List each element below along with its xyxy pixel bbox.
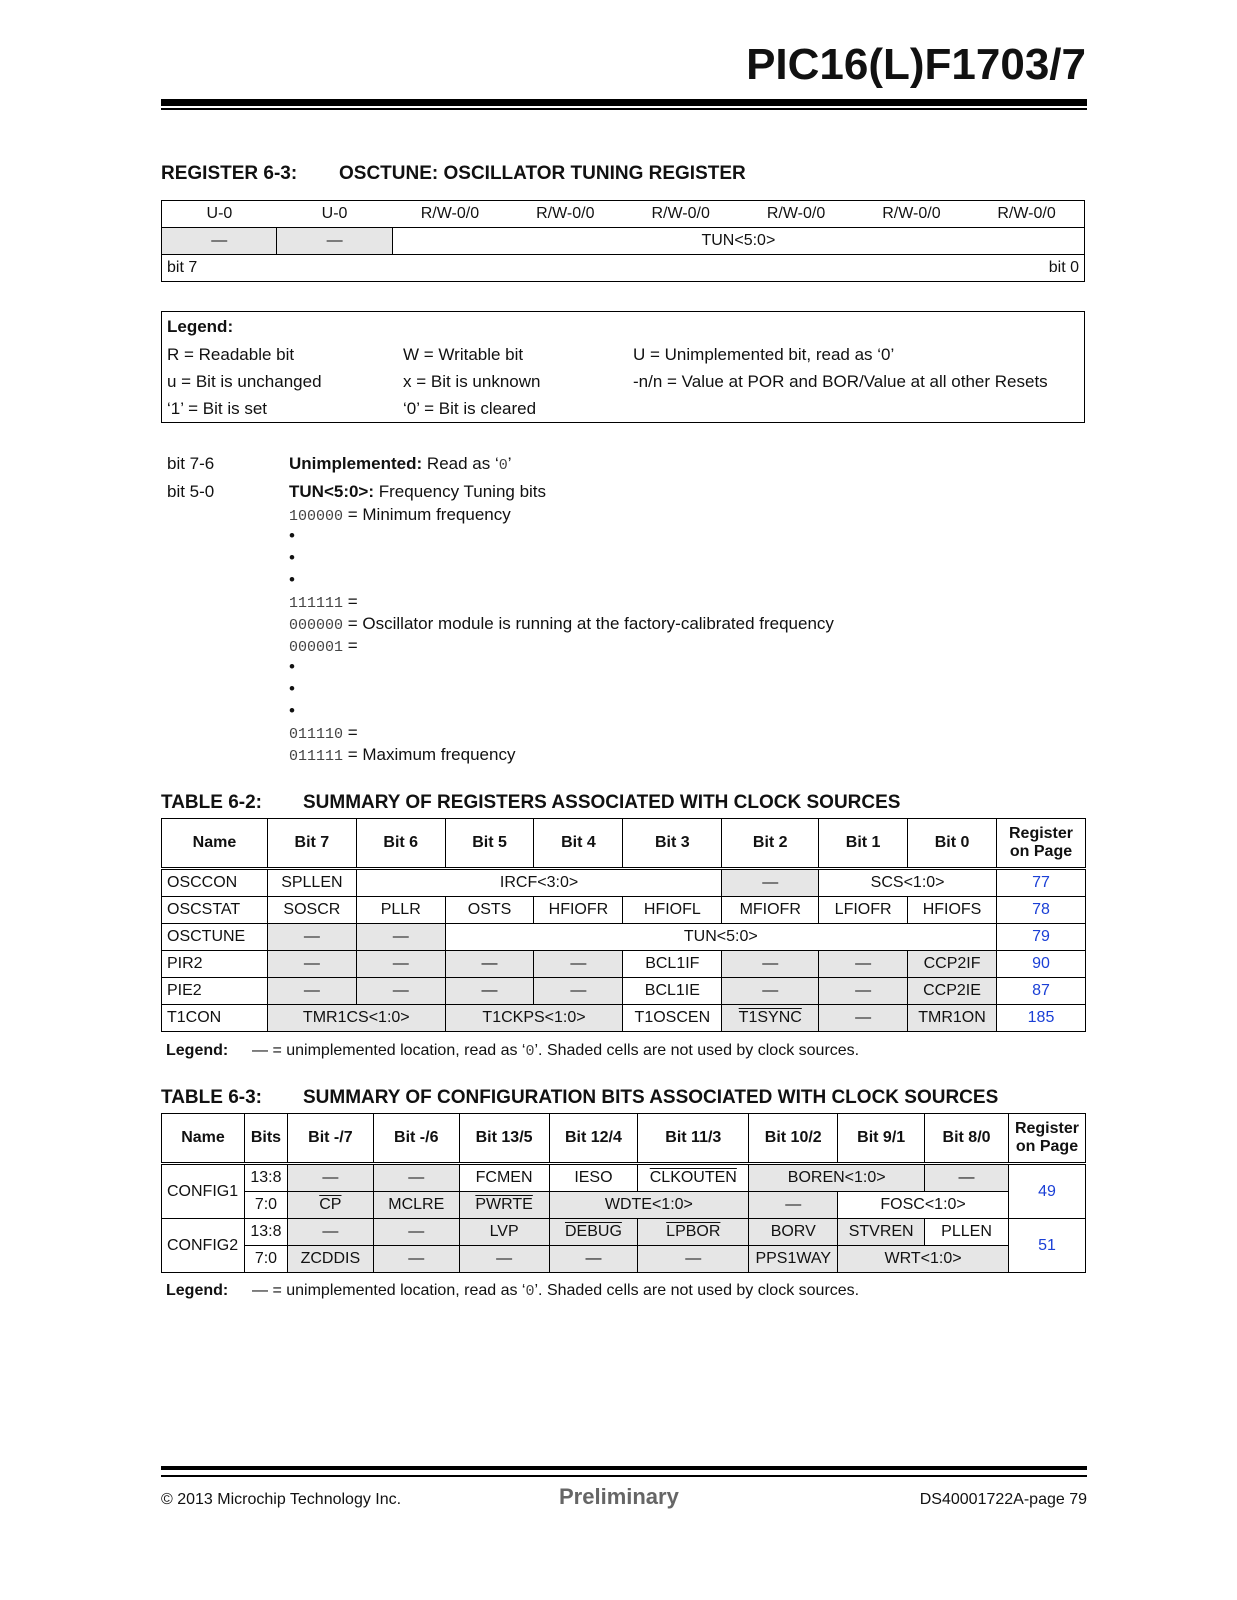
register-name: OSCSTAT [162,897,268,924]
table-row [162,1192,1086,1219]
cell: SPLLEN [267,869,356,897]
bit76-text: Read as ‘ [426,454,499,473]
bit76-desc [289,454,512,474]
cell: BORV [749,1219,838,1246]
bits-cell: 7:0 [244,1192,287,1219]
cell: — [722,869,819,897]
cell: — [819,978,908,1005]
legend-title: Legend: [167,317,234,336]
cell: — [356,951,445,978]
cell: WDTE<1:0> [549,1192,749,1219]
cell: — [459,1246,549,1273]
cell: CCP2IE [908,978,997,1005]
access-cell: R/W-0/0 [623,201,738,228]
cell: TMR1ON [908,1005,997,1032]
legend-box [161,311,1085,423]
cell: — [749,1192,838,1219]
cell: HFIOFR [534,897,623,924]
table62-heading [161,792,900,814]
bits-cell: 13:8 [244,1164,287,1192]
footer-rule-thick [161,1466,1087,1470]
col-header: Name [162,1114,245,1164]
col-header: Bit 1 [819,819,908,869]
page-link[interactable]: 90 [997,951,1086,978]
t1sync-label: T1SYNC [738,1009,802,1026]
table62-title: SUMMARY OF REGISTERS ASSOCIATED WITH CLOCK SOURCES [303,792,901,813]
cell: — [373,1246,459,1273]
cell: BCL1IE [623,978,722,1005]
page-link[interactable]: 51 [1008,1219,1085,1273]
bit50-text: Frequency Tuning bits [378,482,547,501]
table62 [161,818,1086,1032]
cell: — [819,1005,908,1032]
cell: HFIOFS [908,897,997,924]
cell: MFIOFR [722,897,819,924]
tun-code: 000001 [289,639,344,656]
cell [722,1005,819,1032]
tun-text: = Minimum frequency [347,505,511,524]
bullet: • [289,701,295,720]
legend-w: W = Writable bit [403,345,524,364]
register-name: OSCTUNE [162,924,268,951]
tun-text: = [347,592,358,611]
cell [638,1219,749,1246]
header-rule-thin [161,108,1087,110]
lpbor-label: LPBOR [666,1223,721,1240]
page-link[interactable]: 78 [997,897,1086,924]
cell: T1OSCEN [623,1005,722,1032]
cell: TMR1CS<1:0> [267,1005,445,1032]
register-name: CONFIG2 [162,1219,245,1273]
col-header: Bit 11/3 [638,1114,749,1164]
tun-text: = Maximum frequency [347,745,516,764]
cell: FCMEN [459,1164,549,1192]
table62-header-row [162,819,1086,869]
header-rule-thick [161,99,1087,106]
legend-zero: 0 [525,1283,535,1300]
cell: WRT<1:0> [838,1246,1009,1273]
table-row [162,869,1086,897]
col-header: Bit 4 [534,819,623,869]
legend-one: ‘1’ = Bit is set [167,399,267,418]
tun-value-row [289,723,358,743]
legend-nn: -n/n = Value at POR and BOR/Value at all other Resets [633,372,1048,391]
field-cell: — [162,228,277,255]
cell: — [925,1164,1009,1192]
footer-status: Preliminary [559,1484,679,1509]
table-row [162,978,1086,1005]
cell: IESO [549,1164,638,1192]
cell: — [373,1164,459,1192]
cell: HFIOFL [623,897,722,924]
bit-range-row [162,255,1085,282]
cell: LFIOFR [819,897,908,924]
cell: — [445,978,534,1005]
cell: — [267,924,356,951]
bullet: • [289,526,295,545]
tun-value-row [289,614,834,634]
table-row [162,1219,1086,1246]
col-header: Name [162,819,268,869]
bit76-end: ’ [507,454,512,473]
cell: — [445,951,534,978]
col-header: Bit 7 [267,819,356,869]
field-row [162,228,1085,255]
col-header: Bit 8/0 [925,1114,1009,1164]
footer-rule-thin [161,1475,1087,1477]
cell: TUN<5:0> [445,924,996,951]
cell: IRCF<3:0> [356,869,721,897]
legend-zero: 0 [525,1043,535,1060]
cell: SCS<1:0> [819,869,997,897]
col-header: Bit 12/4 [549,1114,638,1164]
cell: — [287,1219,373,1246]
legend-label: Legend: [166,1282,229,1299]
page-link[interactable]: 185 [997,1005,1086,1032]
cell [549,1219,638,1246]
footer-doc-number: DS40001722A-page 79 [919,1491,1087,1508]
bit50-desc [289,482,546,502]
tun-value-row [289,592,358,612]
register-name: CONFIG1 [162,1164,245,1219]
table-row [162,897,1086,924]
access-cell: R/W-0/0 [392,201,507,228]
col-header: Bit 3 [623,819,722,869]
tun-value-row [289,636,358,656]
tun-code: 011111 [289,748,344,765]
cell: — [534,978,623,1005]
bits-cell: 13:8 [244,1219,287,1246]
access-cell: U-0 [277,201,392,228]
cell: BOREN<1:0> [749,1164,925,1192]
access-cell: R/W-0/0 [738,201,853,228]
table63-heading [161,1087,998,1109]
bit-low-label: bit 0 [623,255,1085,282]
legend-text: — = unimplemented location, read as ‘ [252,1042,526,1059]
cell: T1CKPS<1:0> [445,1005,623,1032]
cell: SOSCR [267,897,356,924]
cell: STVREN [838,1219,925,1246]
page-link[interactable]: 49 [1008,1164,1085,1219]
legend-zero: ‘0’ = Bit is cleared [403,399,537,418]
col-header: Bit 6 [356,819,445,869]
cell: LVP [459,1219,549,1246]
cell: — [819,951,908,978]
access-row [162,201,1085,228]
col-header: Bit 13/5 [459,1114,549,1164]
table63-label: TABLE 6-3: [161,1087,262,1108]
tun-code: 100000 [289,508,344,525]
cell: — [534,951,623,978]
col-header: Bits [244,1114,287,1164]
cell [287,1192,373,1219]
col-header: Bit 2 [722,819,819,869]
bit76-zero: 0 [498,457,508,474]
cell: — [722,978,819,1005]
cell: — [287,1164,373,1192]
cell: — [356,924,445,951]
field-cell-tun: TUN<5:0> [392,228,1084,255]
table62-legend [166,1042,859,1060]
table-row [162,1164,1086,1192]
table63 [161,1113,1086,1273]
cell [638,1164,749,1192]
tun-code: 000000 [289,617,344,634]
clkouten-label: CLKOUTEN [649,1169,737,1186]
tun-code: 011110 [289,726,344,743]
col-header: Bit 0 [908,819,997,869]
tun-text: = Oscillator module is running at the factory-calibrated frequency [347,614,834,633]
tun-code: 111111 [289,595,344,612]
access-cell: U-0 [162,201,277,228]
cell: — [267,978,356,1005]
bullet: • [289,570,295,589]
tun-value-row [289,745,515,765]
legend-text: — = unimplemented location, read as ‘ [252,1282,526,1299]
cell [459,1192,549,1219]
cell: OSTS [445,897,534,924]
access-cell: R/W-0/0 [854,201,969,228]
debug-label: DEBUG [564,1223,622,1240]
cp-label: $\overline{CP}$ [319,1196,342,1213]
field-cell: — [277,228,392,255]
page-link[interactable]: 87 [997,978,1086,1005]
bit76-name: Unimplemented: [289,454,423,473]
legend-u-unimplemented: U = Unimplemented bit, read as ‘0’ [633,345,895,364]
pwrte-label: PWRTE [475,1196,533,1213]
legend-label: Legend: [166,1042,229,1059]
footer-copyright: © 2013 Microchip Technology Inc. [161,1491,402,1508]
cell: ZCDDIS [287,1246,373,1273]
col-header: Bit -/6 [373,1114,459,1164]
col-header: Bit 10/2 [749,1114,838,1164]
register-bit-table [161,200,1085,282]
register-heading [161,163,746,185]
cell: CCP2IF [908,951,997,978]
tun-text: = [347,636,358,655]
cell: — [373,1219,459,1246]
cell: MCLRE [373,1192,459,1219]
register-name: T1CON [162,1005,268,1032]
table-row [162,1246,1086,1273]
col-header: Register on Page [1008,1114,1085,1164]
page-link[interactable]: 79 [997,924,1086,951]
tun-value-row [289,505,511,525]
col-header: Register on Page [997,819,1086,869]
bullet: • [289,679,295,698]
table-row [162,1005,1086,1032]
tun-text: = [347,723,358,742]
table63-title: SUMMARY OF CONFIGURATION BITS ASSOCIATED WITH CLOCK SOURCES [303,1087,999,1108]
register-name: PIR2 [162,951,268,978]
bits-cell: 7:0 [244,1246,287,1273]
legend-text-end: ’. Shaded cells are not used by clock sources. [534,1282,860,1299]
bit50-name: TUN<5:0>: [289,482,375,501]
bit50-label: bit 5-0 [167,482,215,501]
bit-high-label: bit 7 [162,255,624,282]
legend-text-end: ’. Shaded cells are not used by clock sources. [534,1042,860,1059]
cell: — [638,1246,749,1273]
col-header: Bit 5 [445,819,534,869]
access-cell: R/W-0/0 [508,201,623,228]
table-row [162,951,1086,978]
register-title: OSCTUNE: OSCILLATOR TUNING REGISTER [339,163,746,184]
page-title: PIC16(L)F1703/7 [746,40,1086,89]
cell: — [267,951,356,978]
page-link[interactable]: 77 [997,869,1086,897]
cell: PLLEN [925,1219,1009,1246]
cell: PLLR [356,897,445,924]
register-label: REGISTER 6-3: [161,163,298,184]
cell: FOSC<1:0> [838,1192,1009,1219]
cell: — [722,951,819,978]
cell: BCL1IF [623,951,722,978]
bit76-label: bit 7-6 [167,454,215,473]
bullet: • [289,657,295,676]
legend-x: x = Bit is unknown [403,372,541,391]
col-header: Bit -/7 [287,1114,373,1164]
table63-header-row [162,1114,1086,1164]
legend-u-unchanged: u = Bit is unchanged [167,372,322,391]
register-name: PIE2 [162,978,268,1005]
cell: — [356,978,445,1005]
cell: PPS1WAY [749,1246,838,1273]
table-row [162,924,1086,951]
bullet: • [289,548,295,567]
cell: — [549,1246,638,1273]
register-name: OSCCON [162,869,268,897]
access-cell: R/W-0/0 [969,201,1084,228]
legend-r: R = Readable bit [167,345,295,364]
table62-label: TABLE 6-2: [161,792,262,813]
table63-legend [166,1282,859,1300]
col-header: Bit 9/1 [838,1114,925,1164]
